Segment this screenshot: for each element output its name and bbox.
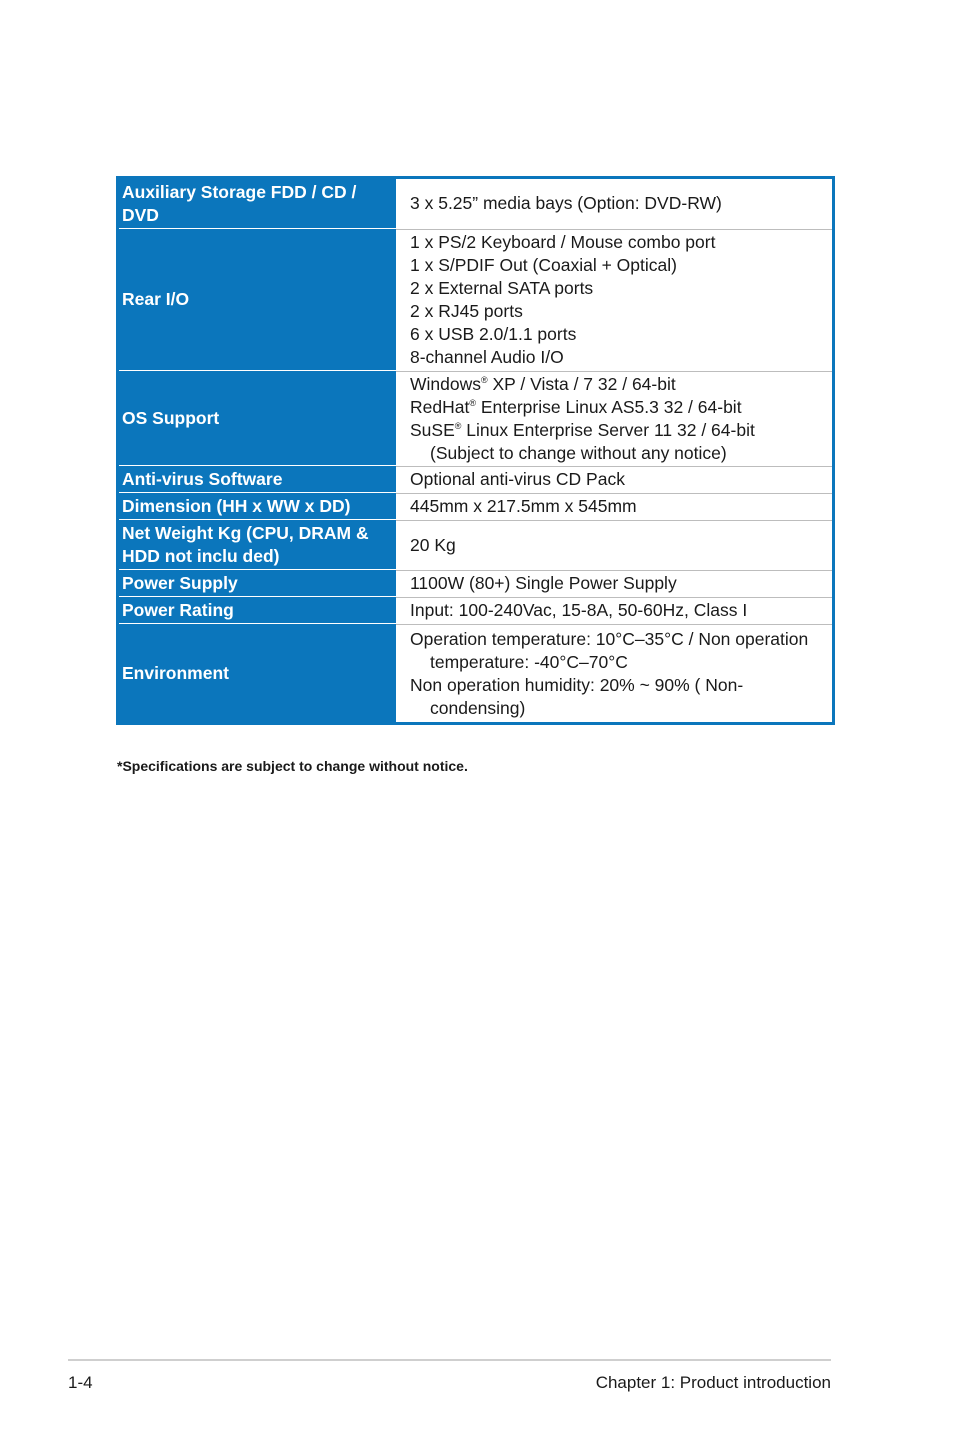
- spec-value-text: Input: 100-240Vac, 15-8A, 50-60Hz, Class I: [410, 600, 748, 620]
- spec-table: [116, 176, 835, 725]
- spec-value-text: Operation temperature: 10°C–35°C / Non operation: [410, 628, 809, 649]
- spec-value: [396, 520, 832, 569]
- registered-mark: ®: [481, 374, 488, 385]
- spec-row: [119, 228, 832, 370]
- spec-value-text: (Subject to change without any notice): [430, 442, 727, 463]
- spec-value-line: [410, 346, 832, 369]
- spec-row: [119, 623, 832, 722]
- spec-row: [119, 179, 832, 228]
- spec-value-text: 2 x RJ45 ports: [410, 301, 523, 321]
- spec-value-line: [410, 300, 832, 323]
- spec-value-text: Enterprise Linux AS5.3 32 / 64-bit: [475, 396, 742, 417]
- spec-value-line: [410, 534, 832, 557]
- spec-value-line: [410, 192, 832, 215]
- spec-value-line: [410, 396, 832, 419]
- spec-label: Power Supply: [119, 570, 392, 596]
- spec-value-text: 8-channel Audio I/O: [410, 347, 564, 367]
- spec-row: [119, 596, 832, 623]
- spec-value-text: Non operation humidity: 20% ~ 90% ( Non-: [410, 674, 744, 695]
- spec-value-line: [410, 495, 832, 518]
- spec-value-text: 6 x USB 2.0/1.1 ports: [410, 324, 577, 344]
- page-number: 1-4: [68, 1373, 93, 1392]
- spec-value-text: Windows: [410, 373, 481, 394]
- spec-row: [119, 465, 832, 492]
- spec-value-line: [410, 628, 832, 651]
- spec-row: [119, 492, 832, 519]
- spec-value-line: [410, 277, 832, 300]
- spec-value-text: condensing): [430, 697, 526, 718]
- spec-value-line: [410, 674, 832, 697]
- spec-value-text: 2 x External SATA ports: [410, 278, 594, 298]
- spec-value-line: [410, 254, 832, 277]
- spec-value-text: Linux Enterprise Server 11 32 / 64-bit: [461, 419, 755, 440]
- spec-label: OS Support: [119, 371, 392, 465]
- spec-value-line: [410, 373, 832, 396]
- registered-mark: ®: [454, 420, 462, 431]
- spec-value-text: Optional anti-virus CD Pack: [410, 469, 625, 489]
- spec-value-text: 445mm x 217.5mm x 545mm: [410, 496, 637, 516]
- spec-value-line: [410, 419, 832, 442]
- spec-label: Environment: [119, 624, 392, 722]
- spec-value: [396, 229, 832, 370]
- spec-value-line: [410, 572, 832, 595]
- spec-value-text: 1100W (80+) Single Power Supply: [410, 573, 677, 593]
- spec-label: Auxiliary Storage FDD / CD / DVD: [119, 179, 392, 228]
- spec-value: [396, 371, 832, 465]
- spec-value-text: SuSE: [410, 419, 455, 440]
- spec-value-line: [410, 323, 832, 346]
- chapter-title: Chapter 1: Product introduction: [595, 1373, 831, 1392]
- spec-value-text: 1 x S/PDIF Out (Coaxial + Optical): [410, 255, 677, 275]
- spec-value: [396, 624, 832, 722]
- spec-value: [396, 493, 832, 519]
- spec-row: [119, 370, 832, 465]
- registered-mark: ®: [469, 397, 476, 408]
- spec-label: Power Rating: [119, 597, 392, 623]
- spec-value-line: [410, 599, 832, 622]
- spec-row: [119, 569, 832, 596]
- spec-value: [396, 570, 832, 596]
- spec-value-text: XP / Vista / 7 32 / 64-bit: [487, 373, 676, 394]
- spec-value-text: 3 x 5.25” media bays (Option: DVD-RW): [410, 193, 722, 213]
- spec-value: [396, 179, 832, 228]
- spec-value-text: 1 x PS/2 Keyboard / Mouse combo port: [410, 232, 716, 252]
- spec-value-line: [410, 231, 832, 254]
- spec-value-line: [410, 468, 832, 491]
- spec-value-line: [410, 651, 832, 674]
- spec-label: Anti-virus Software: [119, 466, 392, 492]
- spec-value: [396, 597, 832, 623]
- spec-label: Rear I/O: [119, 229, 392, 370]
- spec-value-line: [410, 442, 832, 465]
- spec-row: [119, 519, 832, 569]
- spec-value-line: [410, 697, 832, 720]
- footnote: *Specifications are subject to change without notice.: [117, 758, 468, 774]
- spec-label: Dimension (HH x WW x DD): [119, 493, 392, 519]
- spec-label: Net Weight Kg (CPU, DRAM & HDD not inclu ded): [119, 520, 392, 569]
- spec-value-text: 20 Kg: [410, 534, 456, 555]
- spec-value-text: RedHat: [410, 396, 470, 417]
- footer-divider: [68, 1359, 831, 1361]
- spec-value: [396, 466, 832, 492]
- spec-value-text: temperature: -40°C–70°C: [430, 651, 628, 672]
